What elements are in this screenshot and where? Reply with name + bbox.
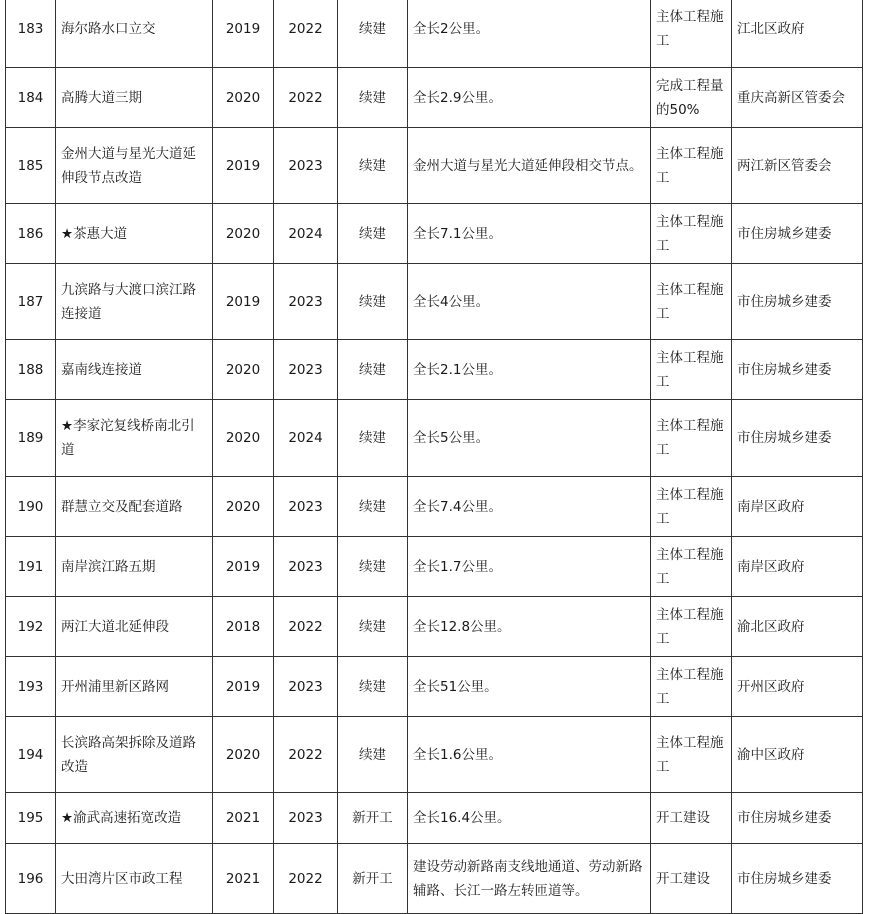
- row-number: 187: [6, 264, 56, 340]
- annual-progress: 主体工程施工: [651, 204, 732, 264]
- responsible-unit: 南岸区政府: [732, 537, 863, 597]
- table-row: [6, 844, 863, 914]
- construction-content: 全长5公里。: [408, 400, 651, 477]
- project-name: 金州大道与星光大道延伸段节点改造: [56, 128, 213, 204]
- responsible-unit: 两江新区管委会: [732, 128, 863, 204]
- construction-type: 续建: [338, 204, 408, 264]
- project-name: 大田湾片区市政工程: [56, 844, 213, 914]
- project-name: 群慧立交及配套道路: [56, 477, 213, 537]
- construction-type: 新开工: [338, 793, 408, 844]
- annual-progress: 主体工程施工: [651, 264, 732, 340]
- end-year: 2023: [274, 128, 338, 204]
- construction-content: 全长12.8公里。: [408, 597, 651, 657]
- annual-progress: 开工建设: [651, 844, 732, 914]
- table-row: [6, 68, 863, 128]
- project-name: 开州浦里新区路网: [56, 657, 213, 717]
- row-number: 183: [6, 0, 56, 68]
- annual-progress: 主体工程施工: [651, 717, 732, 793]
- start-year: 2020: [213, 477, 274, 537]
- construction-type: 续建: [338, 477, 408, 537]
- table-row: [6, 597, 863, 657]
- construction-content: 全长7.4公里。: [408, 477, 651, 537]
- construction-content: 全长7.1公里。: [408, 204, 651, 264]
- construction-content: 建设劳动新路南支线地通道、劳动新路辅路、长江一路左转匝道等。: [408, 844, 651, 914]
- project-name: 高腾大道三期: [56, 68, 213, 128]
- responsible-unit: 渝中区政府: [732, 717, 863, 793]
- responsible-unit: 开州区政府: [732, 657, 863, 717]
- construction-type: 新开工: [338, 844, 408, 914]
- start-year: 2019: [213, 657, 274, 717]
- end-year: 2023: [274, 657, 338, 717]
- construction-content: 全长51公里。: [408, 657, 651, 717]
- responsible-unit: 渝北区政府: [732, 597, 863, 657]
- end-year: 2022: [274, 597, 338, 657]
- table-row: [6, 793, 863, 844]
- row-number: 185: [6, 128, 56, 204]
- table-row: [6, 657, 863, 717]
- construction-type: 续建: [338, 717, 408, 793]
- table-row: [6, 537, 863, 597]
- table-row: [6, 0, 863, 68]
- project-name: 海尔路水口立交: [56, 0, 213, 68]
- responsible-unit: 市住房城乡建委: [732, 400, 863, 477]
- project-name: 长滨路高架拆除及道路改造: [56, 717, 213, 793]
- construction-content: 全长2.9公里。: [408, 68, 651, 128]
- row-number: 192: [6, 597, 56, 657]
- construction-type: 续建: [338, 400, 408, 477]
- end-year: 2023: [274, 793, 338, 844]
- construction-type: 续建: [338, 657, 408, 717]
- table-row: [6, 204, 863, 264]
- construction-type: 续建: [338, 537, 408, 597]
- construction-content: 全长1.6公里。: [408, 717, 651, 793]
- responsible-unit: 市住房城乡建委: [732, 793, 863, 844]
- start-year: 2019: [213, 537, 274, 597]
- table-row: [6, 264, 863, 340]
- start-year: 2020: [213, 340, 274, 400]
- annual-progress: 开工建设: [651, 793, 732, 844]
- project-name: ★李家沱复线桥南北引道: [56, 400, 213, 477]
- project-name: ★渝武高速拓宽改造: [56, 793, 213, 844]
- responsible-unit: 市住房城乡建委: [732, 844, 863, 914]
- start-year: 2020: [213, 400, 274, 477]
- project-table: [5, 0, 863, 914]
- construction-content: 全长4公里。: [408, 264, 651, 340]
- row-number: 188: [6, 340, 56, 400]
- annual-progress: 主体工程施工: [651, 657, 732, 717]
- row-number: 186: [6, 204, 56, 264]
- responsible-unit: 南岸区政府: [732, 477, 863, 537]
- annual-progress: 完成工程量的50%: [651, 68, 732, 128]
- project-name: 两江大道北延伸段: [56, 597, 213, 657]
- construction-type: 续建: [338, 0, 408, 68]
- row-number: 190: [6, 477, 56, 537]
- project-name: 嘉南线连接道: [56, 340, 213, 400]
- construction-content: 全长16.4公里。: [408, 793, 651, 844]
- annual-progress: 主体工程施工: [651, 128, 732, 204]
- start-year: 2019: [213, 0, 274, 68]
- table-row: [6, 128, 863, 204]
- annual-progress: 主体工程施工: [651, 537, 732, 597]
- construction-content: 全长2公里。: [408, 0, 651, 68]
- construction-content: 全长2.1公里。: [408, 340, 651, 400]
- end-year: 2022: [274, 68, 338, 128]
- annual-progress: 主体工程施工: [651, 477, 732, 537]
- responsible-unit: 重庆高新区管委会: [732, 68, 863, 128]
- table-row: [6, 340, 863, 400]
- end-year: 2023: [274, 340, 338, 400]
- end-year: 2023: [274, 264, 338, 340]
- construction-type: 续建: [338, 340, 408, 400]
- responsible-unit: 市住房城乡建委: [732, 264, 863, 340]
- annual-progress: 主体工程施工: [651, 0, 732, 68]
- end-year: 2023: [274, 477, 338, 537]
- project-name: ★茶惠大道: [56, 204, 213, 264]
- project-name: 九滨路与大渡口滨江路连接道: [56, 264, 213, 340]
- start-year: 2019: [213, 128, 274, 204]
- row-number: 193: [6, 657, 56, 717]
- end-year: 2024: [274, 204, 338, 264]
- construction-content: 全长1.7公里。: [408, 537, 651, 597]
- start-year: 2020: [213, 68, 274, 128]
- annual-progress: 主体工程施工: [651, 340, 732, 400]
- table-row: [6, 717, 863, 793]
- construction-type: 续建: [338, 68, 408, 128]
- end-year: 2022: [274, 0, 338, 68]
- row-number: 196: [6, 844, 56, 914]
- responsible-unit: 市住房城乡建委: [732, 340, 863, 400]
- row-number: 195: [6, 793, 56, 844]
- row-number: 194: [6, 717, 56, 793]
- annual-progress: 主体工程施工: [651, 597, 732, 657]
- construction-type: 续建: [338, 264, 408, 340]
- construction-type: 续建: [338, 597, 408, 657]
- project-name: 南岸滨江路五期: [56, 537, 213, 597]
- row-number: 184: [6, 68, 56, 128]
- row-number: 189: [6, 400, 56, 477]
- start-year: 2021: [213, 844, 274, 914]
- end-year: 2022: [274, 844, 338, 914]
- start-year: 2021: [213, 793, 274, 844]
- end-year: 2022: [274, 717, 338, 793]
- responsible-unit: 江北区政府: [732, 0, 863, 68]
- end-year: 2024: [274, 400, 338, 477]
- responsible-unit: 市住房城乡建委: [732, 204, 863, 264]
- construction-type: 续建: [338, 128, 408, 204]
- table-row: [6, 477, 863, 537]
- row-number: 191: [6, 537, 56, 597]
- start-year: 2019: [213, 264, 274, 340]
- start-year: 2018: [213, 597, 274, 657]
- construction-content: 金州大道与星光大道延伸段相交节点。: [408, 128, 651, 204]
- start-year: 2020: [213, 717, 274, 793]
- start-year: 2020: [213, 204, 274, 264]
- table-row: [6, 400, 863, 477]
- end-year: 2023: [274, 537, 338, 597]
- annual-progress: 主体工程施工: [651, 400, 732, 477]
